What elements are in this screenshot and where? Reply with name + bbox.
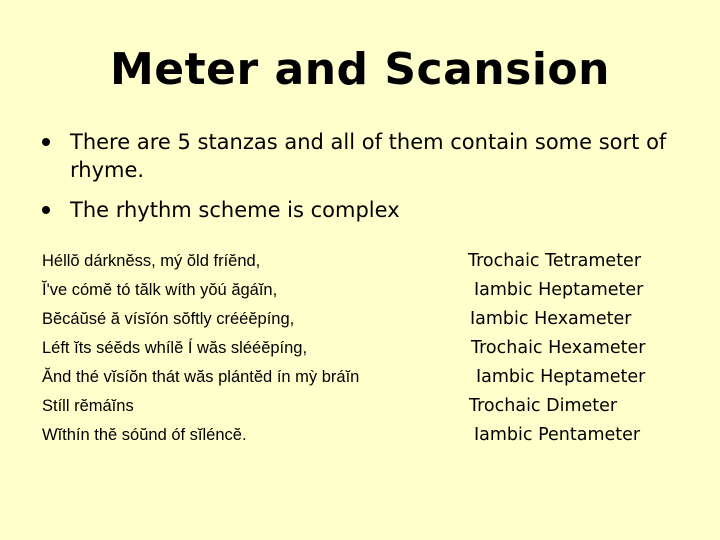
lyric-line: Wĭthín thĕ sóŭnd óf sĭléncĕ. [42, 426, 247, 444]
scansion-table [42, 247, 682, 450]
meter-label: Iambic Heptameter [474, 280, 644, 300]
bullet-text: There are 5 stanzas and all of them contain some sort of rhyme. [70, 130, 667, 182]
bullet-dot-icon [42, 206, 50, 214]
scansion-row [42, 247, 682, 276]
meter-label: Trochaic Hexameter [471, 338, 646, 358]
bullet-item [42, 128, 682, 184]
lyric-line: Stíll rĕmáĭns [42, 397, 134, 415]
meter-label: Trochaic Dimeter [469, 396, 618, 416]
bullet-text: The rhythm scheme is complex [70, 198, 400, 222]
bullet-list [42, 128, 682, 236]
scansion-row [42, 276, 682, 305]
meter-label: Iambic Pentameter [474, 425, 641, 445]
scansion-row [42, 363, 682, 392]
meter-label: Iambic Heptameter [476, 367, 646, 387]
slide-title: Meter and Scansion [110, 44, 610, 95]
scansion-row [42, 421, 682, 450]
lyric-line: Héllŏ dárknĕss, mý ŏld fríĕnd, [42, 252, 261, 270]
scansion-row [42, 305, 682, 334]
scansion-row [42, 392, 682, 421]
meter-label: Iambic Hexameter [470, 309, 632, 329]
bullet-dot-icon [42, 138, 50, 146]
lyric-line: Bĕcáŭsé ă vísĭón sŏftly crééĕpíng, [42, 310, 295, 328]
lyric-line: Léft ĭts séĕds whílĕ Í wăs slééĕpíng, [42, 339, 308, 357]
scansion-row [42, 334, 682, 363]
bullet-item [42, 196, 682, 224]
lyric-line: Ănd thé vĭsíŏn thát wăs plántĕd ín mỳ bráĭn [42, 368, 360, 386]
meter-label: Trochaic Tetrameter [468, 251, 642, 271]
lyric-line: Ĭ've cómĕ tó tălk wíth yŏú ăgáĭn, [42, 281, 278, 299]
